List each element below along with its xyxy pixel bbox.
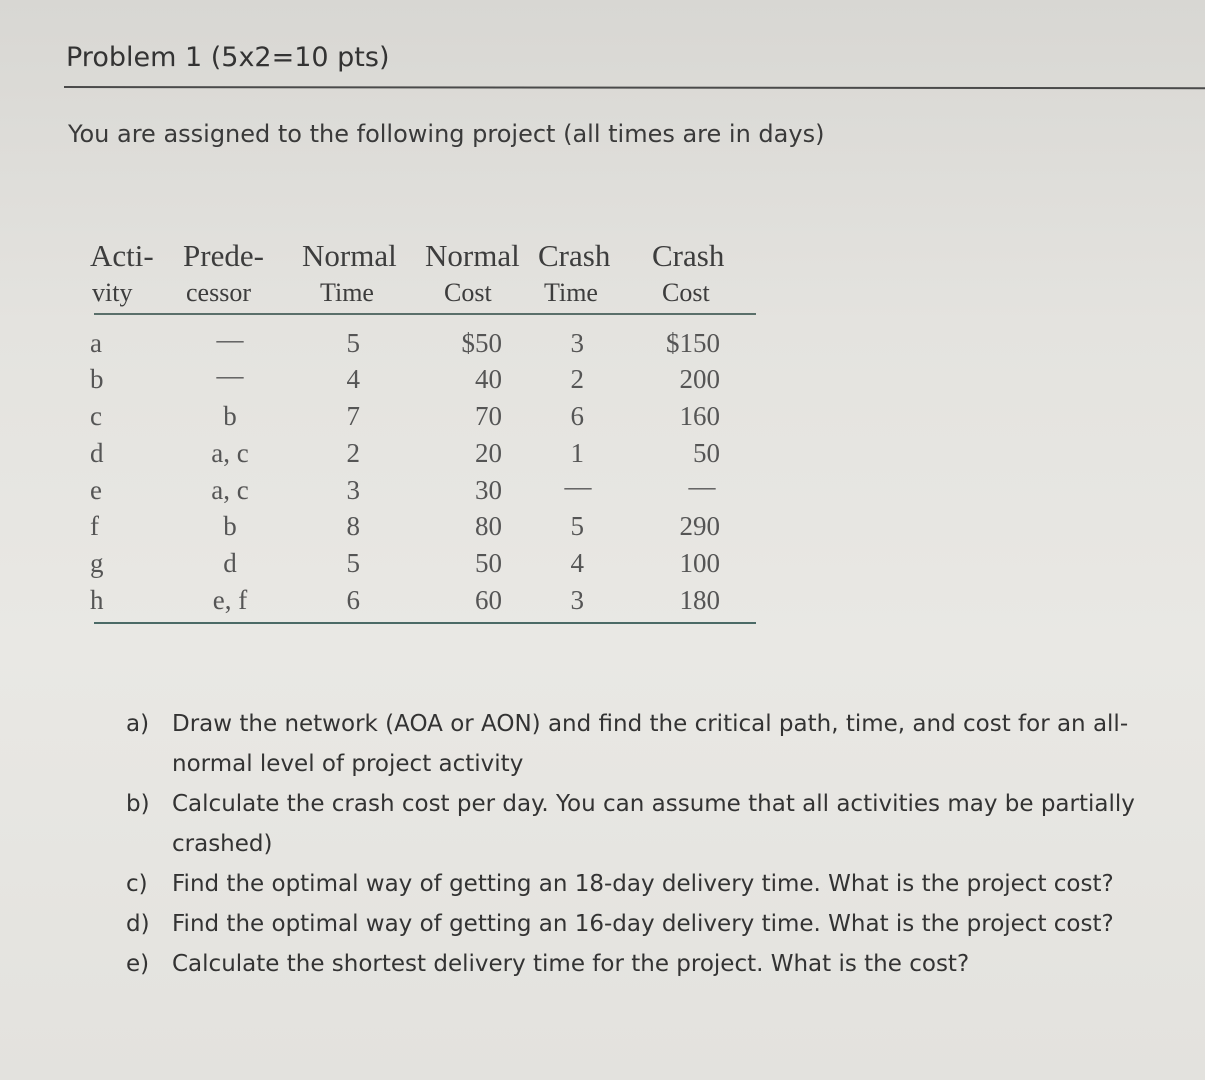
header-crash-cost-line1: Crash (652, 238, 725, 273)
question-text: Find the optimal way of getting an 16-day delivery time. What is the project cost? (172, 911, 1114, 937)
cell-normal-time: 7 (346, 401, 360, 431)
header-crash-cost-line2: Cost (662, 278, 710, 307)
cell-predecessor: a, c (211, 438, 249, 468)
header-predecessor-line1: Prede- (183, 238, 264, 273)
cell-predecessor: — (216, 324, 244, 354)
question-label: e) (126, 951, 150, 977)
question-list (126, 704, 1186, 984)
header-normal-time-line1: Normal (302, 238, 397, 273)
cell-crash-time: 6 (570, 401, 584, 431)
cell-normal-time: 2 (346, 438, 360, 468)
cell-activity: a (90, 328, 102, 358)
cell-normal-cost: 80 (475, 511, 502, 541)
cell-normal-cost: 60 (475, 585, 502, 615)
question-label: d) (126, 911, 150, 937)
cell-activity: b (90, 364, 104, 394)
problem-title: Problem 1 (5x2=10 pts) (66, 42, 390, 73)
cell-crash-time: — (564, 471, 592, 501)
cell-predecessor: b (223, 401, 237, 431)
cell-crash-time: 2 (570, 364, 584, 394)
cell-activity: d (90, 438, 104, 468)
cell-activity: g (90, 548, 104, 578)
cell-crash-cost: $150 (666, 328, 720, 358)
header-underline (94, 313, 756, 315)
table-bottom-rule (94, 622, 756, 624)
cell-normal-time: 3 (346, 475, 360, 505)
cell-predecessor: — (216, 360, 244, 390)
header-normal-cost-line1: Normal (425, 238, 520, 273)
cell-crash-cost: 290 (679, 511, 720, 541)
question-text: Calculate the shortest delivery time for the project. What is the cost? (172, 951, 970, 977)
header-normal-cost-line2: Cost (444, 278, 492, 307)
question-label: b) (126, 791, 150, 817)
cell-predecessor: d (223, 548, 237, 578)
header-crash-time-line1: Crash (538, 238, 611, 273)
cell-activity: e (90, 475, 102, 505)
cell-crash-time: 5 (570, 511, 584, 541)
cell-crash-time: 3 (570, 585, 584, 615)
cell-crash-cost: 160 (679, 401, 720, 431)
question-item (126, 904, 1186, 944)
cell-normal-time: 6 (346, 585, 360, 615)
question-text: Draw the network (AOA or AON) and find the critical path, time, and cost for an all-normal level of project activity (172, 711, 1129, 777)
cell-predecessor: a, c (211, 475, 249, 505)
title-divider (64, 86, 1205, 89)
cell-normal-cost: 50 (475, 548, 502, 578)
cell-activity: h (90, 585, 104, 615)
question-text: Find the optimal way of getting an 18-day delivery time. What is the project cost? (172, 871, 1114, 897)
question-label: a) (126, 711, 150, 737)
cell-crash-time: 3 (570, 328, 584, 358)
question-item (126, 944, 1186, 984)
cell-crash-cost: 50 (693, 438, 720, 468)
question-item (126, 864, 1186, 904)
cell-crash-cost: 200 (679, 364, 720, 394)
header-activity-line1: Acti- (90, 238, 154, 273)
header-crash-time-line2: Time (544, 278, 598, 307)
cell-crash-cost: 100 (679, 548, 720, 578)
header-activity-line2: vity (92, 278, 133, 307)
cell-activity: f (90, 511, 99, 541)
cell-crash-cost: — (688, 471, 716, 501)
question-text: Calculate the crash cost per day. You can assume that all activities may be partially crashed) (172, 791, 1135, 857)
header-predecessor-line2: cessor (186, 278, 251, 307)
cell-normal-time: 5 (346, 328, 360, 358)
cell-activity: c (90, 401, 102, 431)
question-item (126, 704, 1186, 784)
cell-normal-cost: 30 (475, 475, 502, 505)
cell-normal-cost: 70 (475, 401, 502, 431)
cell-normal-time: 5 (346, 548, 360, 578)
cell-predecessor: b (223, 511, 237, 541)
cell-normal-cost: 40 (475, 364, 502, 394)
cell-normal-cost: 20 (475, 438, 502, 468)
cell-normal-time: 4 (346, 364, 360, 394)
cell-crash-time: 4 (570, 548, 584, 578)
intro-text: You are assigned to the following project (all times are in days) (68, 120, 825, 148)
question-item (126, 784, 1186, 864)
header-normal-time-line2: Time (320, 278, 374, 307)
cell-normal-time: 8 (346, 511, 360, 541)
question-label: c) (126, 871, 148, 897)
cell-predecessor: e, f (212, 585, 248, 615)
cell-normal-cost: $50 (461, 328, 502, 358)
cell-crash-time: 1 (570, 438, 584, 468)
cell-crash-cost: 180 (679, 585, 720, 615)
